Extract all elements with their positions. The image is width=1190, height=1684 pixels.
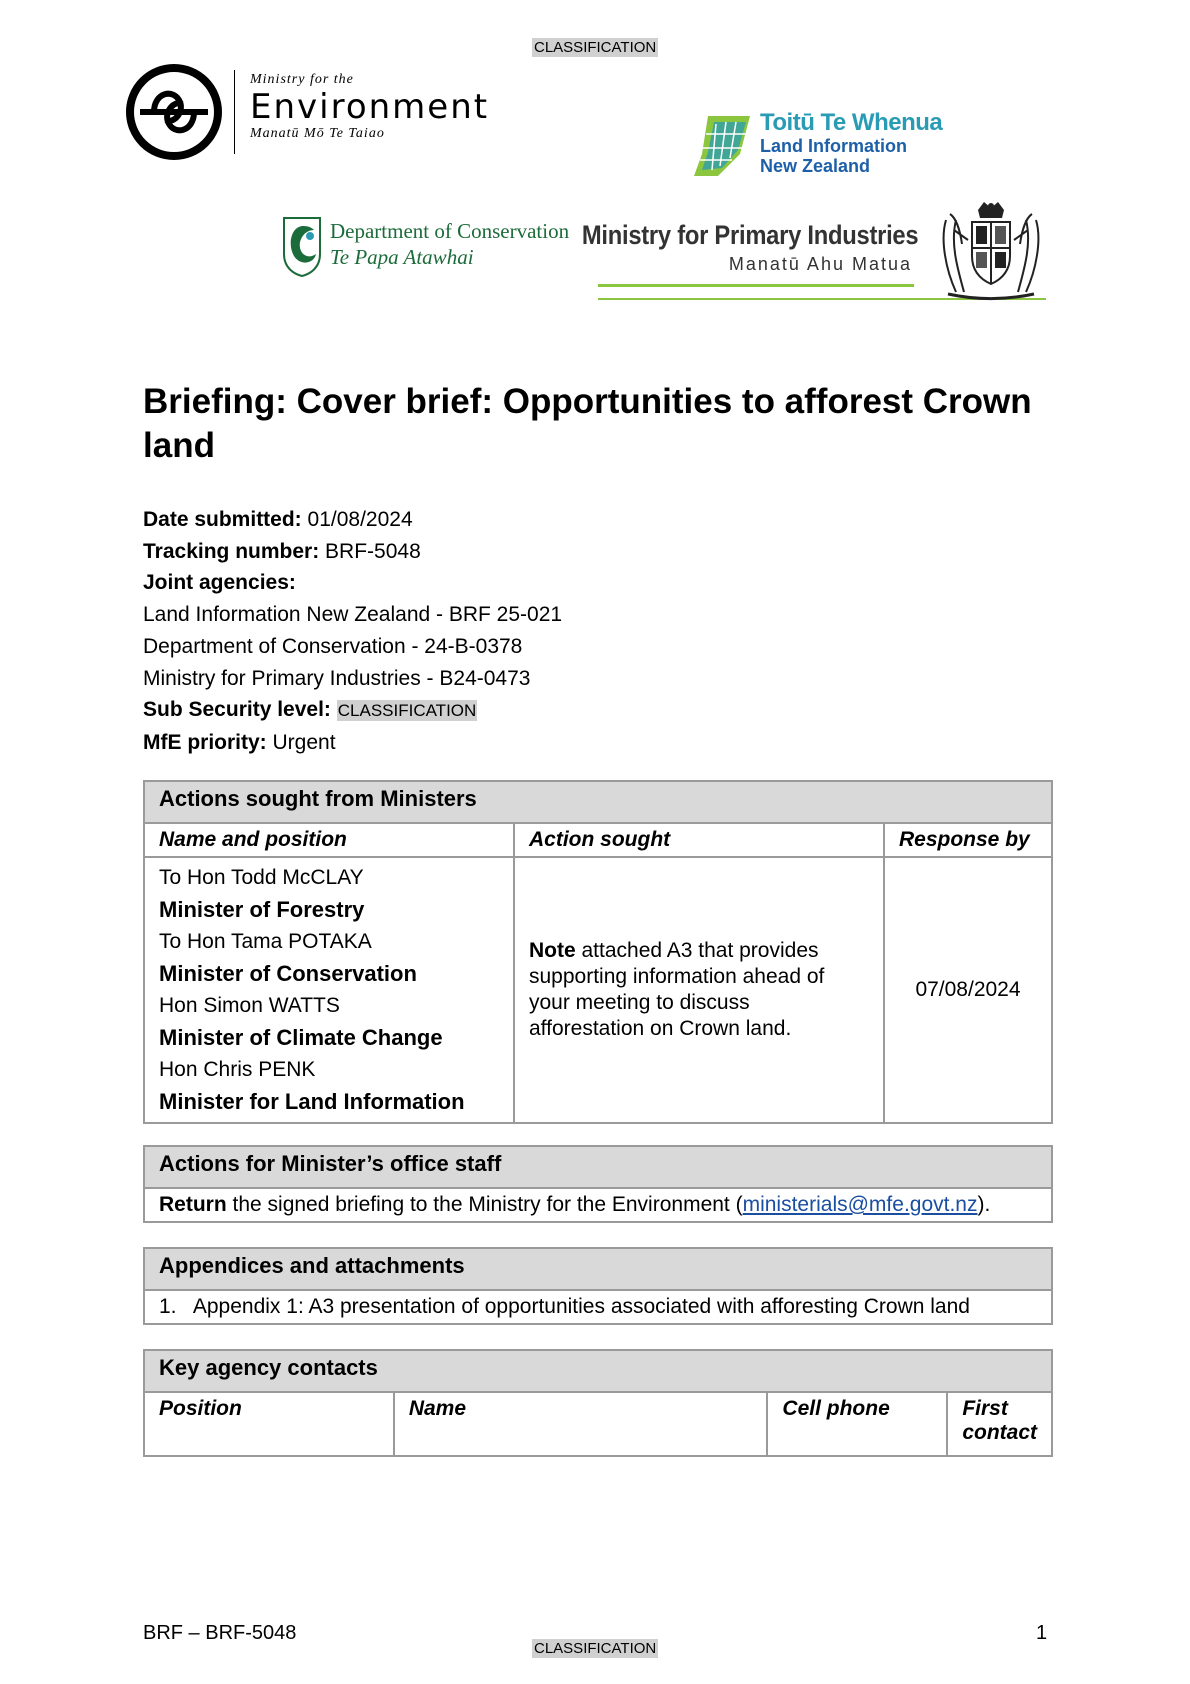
mfe-emblem-icon xyxy=(124,62,224,162)
appendices-header: Appendices and attachments xyxy=(144,1248,1052,1290)
return-text-end: ). xyxy=(977,1193,991,1216)
mfe-line1: Ministry for the xyxy=(250,72,354,87)
actions-staff-text xyxy=(144,1188,1052,1222)
ministers-list xyxy=(144,857,514,1123)
classification-bottom: CLASSIFICATION xyxy=(534,1640,657,1657)
mpi-rule-short xyxy=(598,284,914,287)
doc-line1: Department of Conservation xyxy=(330,219,570,243)
mfe-line3: Manatū Mō Te Taiao xyxy=(250,126,385,141)
mfe-line2: Environment xyxy=(250,87,490,127)
mpi-line2: Manatū Ahu Matua xyxy=(728,254,912,274)
return-text: the signed briefing to the Ministry for the Environment ( xyxy=(226,1193,743,1216)
date-value: 01/08/2024 xyxy=(307,508,413,531)
action-bold: Note xyxy=(529,939,576,962)
col-first-contact: First contact xyxy=(947,1392,1052,1456)
contacts-header: Key agency contacts xyxy=(144,1350,1052,1392)
doc-logo xyxy=(280,212,570,278)
actions-ministers-header: Actions sought from Ministers xyxy=(144,781,1052,823)
mpi-logo xyxy=(581,216,918,306)
security-value: CLASSIFICATION xyxy=(337,701,477,721)
col-name-position: Name and position xyxy=(144,823,514,857)
joint-label: Joint agencies: xyxy=(143,571,296,595)
response-date: 07/08/2024 xyxy=(884,857,1052,1123)
doc-line2: Te Papa Atawhai xyxy=(330,245,474,269)
mfe-logo xyxy=(124,62,490,162)
col-position: Position xyxy=(144,1392,394,1456)
minister-position: Minister of Conservation xyxy=(159,961,417,986)
actions-staff-header: Actions for Minister’s office staff xyxy=(144,1146,1052,1188)
security-label: Sub Security level: xyxy=(143,698,331,722)
linz-logo xyxy=(688,110,958,180)
linz-line3: New Zealand xyxy=(760,156,871,176)
agency-item: Department of Conservation - 24-B-0378 xyxy=(143,634,523,658)
minister-name: Hon Simon WATTS xyxy=(159,994,340,1017)
appendix-item: 1. Appendix 1: A3 presentation of opportunities associated with afforesting Crown land xyxy=(144,1290,1052,1324)
actions-ministers-table xyxy=(143,780,1053,1124)
footer-reference: BRF – BRF-5048 xyxy=(143,1622,297,1644)
agency-item: Ministry for Primary Industries - B24-0473 xyxy=(143,666,531,690)
tracking-value: BRF-5048 xyxy=(325,539,421,563)
coat-of-arms-icon xyxy=(936,200,1046,302)
agency-item: Land Information New Zealand - BRF 25-021 xyxy=(143,603,563,627)
mfe-divider xyxy=(234,70,235,154)
doc-emblem-icon xyxy=(280,214,324,278)
minister-position: Minister of Forestry xyxy=(159,897,365,922)
tracking-label: Tracking number: xyxy=(143,539,320,563)
col-action-sought: Action sought xyxy=(514,823,884,857)
priority-value: Urgent xyxy=(272,730,336,754)
appendices-table xyxy=(143,1247,1053,1325)
email-link[interactable]: ministerials@mfe.govt.nz xyxy=(742,1193,978,1216)
page-number: 1 xyxy=(1036,1622,1048,1644)
nz-map-icon xyxy=(688,114,756,178)
mpi-line1: Ministry for Primary Industries xyxy=(581,220,918,250)
contacts-table xyxy=(143,1349,1053,1457)
col-cell-phone: Cell phone xyxy=(767,1392,947,1456)
minister-name: To Hon Todd McCLAY xyxy=(159,866,364,889)
return-bold: Return xyxy=(159,1193,227,1216)
actions-staff-table xyxy=(143,1145,1053,1223)
linz-line2: Land Information xyxy=(760,136,907,156)
minister-name: To Hon Tama POTAKA xyxy=(159,930,372,953)
minister-name: Hon Chris PENK xyxy=(159,1058,316,1081)
col-response-by: Response by xyxy=(884,823,1052,857)
action-rest: attached A3 that provides supporting information ahead of your meeting to discuss afforestation on Crown land. xyxy=(529,939,825,1040)
linz-line1: Toitū Te Whenua xyxy=(760,109,943,136)
minister-position: Minister for Land Information xyxy=(159,1089,465,1114)
classification-top: CLASSIFICATION xyxy=(534,39,657,56)
briefing-meta xyxy=(143,504,562,759)
col-name: Name xyxy=(394,1392,768,1456)
priority-label: MfE priority: xyxy=(143,730,267,754)
minister-position: Minister of Climate Change xyxy=(159,1025,443,1050)
date-label: Date submitted: xyxy=(143,508,302,531)
page-title: Briefing: Cover brief: Opportunities to afforest Crown land xyxy=(143,382,1032,465)
action-sought-text xyxy=(514,857,884,1123)
